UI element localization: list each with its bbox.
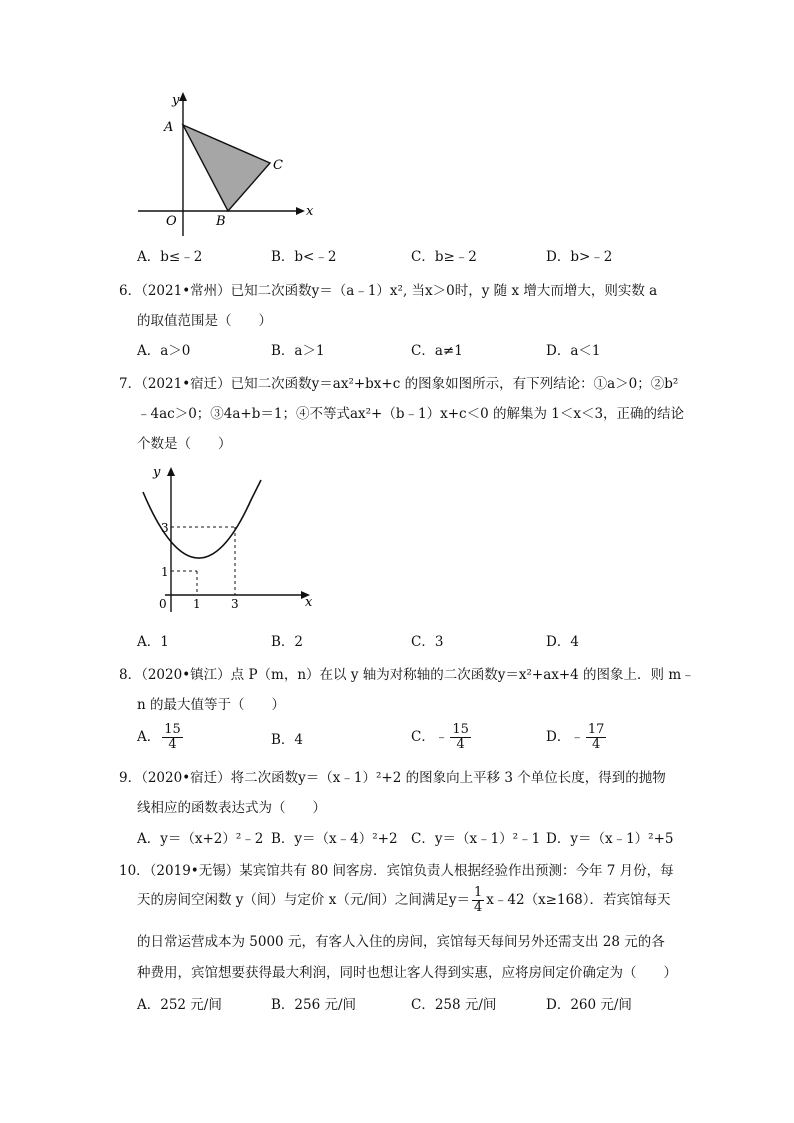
q7-option-a[interactable]: A．1 <box>137 634 169 650</box>
q8-option-b[interactable]: B．4 <box>271 732 304 748</box>
q8-option-d-prefix: D．﹣ <box>546 729 584 745</box>
y-axis-arrow <box>179 92 187 101</box>
x-axis-label: x <box>306 204 314 219</box>
q9-option-a[interactable]: A．y＝（x+2）²﹣2 <box>137 831 264 847</box>
x-axis-arrow <box>296 207 305 215</box>
q10-line2-text-before: 天的房间空闲数 y（间）与定价 x（元/间）之间满足y＝ <box>137 892 470 908</box>
y-axis-arrow <box>167 467 175 476</box>
fraction-numerator: 15 <box>452 722 469 737</box>
q7-option-c[interactable]: C．3 <box>411 634 444 650</box>
q8-option-a[interactable] <box>137 723 185 752</box>
q8-stem-line1: 8．（2020•镇江）点 P（m，n）在以 y 轴为对称轴的二次函数y＝x²+ax+4 的图象上．则 m﹣ <box>119 667 695 683</box>
q9-option-c[interactable]: C．y＝（x﹣1）²﹣1 <box>411 831 541 847</box>
q8-option-a-fraction <box>162 723 183 752</box>
q9-stem-line1: 9．（2020•宿迁）将二次函数y＝（x﹣1）²+2 的图象向上平移 3 个单位长度，得到的抛物 <box>119 770 666 786</box>
q6-option-b[interactable]: B．a＞1 <box>271 343 325 359</box>
tick-y3-label: 3 <box>161 521 169 535</box>
point-c-label: C <box>273 158 283 173</box>
q7-option-d[interactable]: D．4 <box>546 634 579 650</box>
q5-option-d[interactable]: D．b>﹣2 <box>546 249 613 265</box>
fraction-numerator: 17 <box>587 722 605 737</box>
q6-stem-line2: 的取值范围是（ ） <box>137 313 272 329</box>
y-axis-label: y <box>153 465 161 480</box>
q5-option-c[interactable]: C．b≥﹣2 <box>411 249 477 265</box>
q8-option-d-fraction <box>586 723 607 752</box>
point-a-label: A <box>164 120 174 135</box>
tick-x3-label: 3 <box>231 597 239 611</box>
q9-option-d[interactable]: D．y＝（x﹣1）²+5 <box>546 831 674 847</box>
triangle-figure <box>130 88 330 238</box>
x-axis-label: x <box>305 595 313 610</box>
q8-option-c[interactable] <box>411 723 473 752</box>
q7-stem-line2: ﹣4ac＞0；③4a+b＝1；④不等式ax²+（b﹣1）x+c＜0 的解集为 1＜x＜3，正确的结论 <box>137 406 685 422</box>
q10-option-b[interactable]: B．256 元/间 <box>271 997 357 1013</box>
fraction-denominator: 4 <box>168 737 177 752</box>
fraction-denominator: 4 <box>474 900 483 915</box>
q10-option-a[interactable]: A．252 元/间 <box>137 997 222 1013</box>
q9-option-b[interactable]: B．y＝（x﹣4）²+2 <box>271 831 398 847</box>
q8-option-c-prefix: C．﹣ <box>411 729 449 745</box>
q10-option-d[interactable]: D．260 元/间 <box>546 997 632 1013</box>
q7-stem-line1: 7．（2021•宿迁）已知二次函数y＝ax²+bx+c 的图象如图所示，有下列结论：①a＞0；②b² <box>119 376 679 392</box>
y-axis-label: y <box>172 93 180 108</box>
q5-option-b[interactable]: B．b<﹣2 <box>271 249 337 265</box>
q7-option-b[interactable]: B．2 <box>271 634 304 650</box>
origin-label: O <box>166 214 177 229</box>
q5-option-a[interactable]: A．b≤﹣2 <box>137 249 203 265</box>
fraction-numerator: 1 <box>474 885 483 900</box>
q8-option-a-prefix: A． <box>137 729 161 745</box>
tick-y1-label: 1 <box>161 565 169 579</box>
parabola-figure <box>135 462 325 617</box>
q8-option-c-fraction <box>450 723 471 752</box>
q9-stem-line2: 线相应的函数表达式为（ ） <box>137 800 326 816</box>
q10-stem-line1: 10．（2019•无锡）某宾馆共有 80 间客房．宾馆负责人根据经验作出预测：今年 7 月份，每 <box>119 863 674 879</box>
q6-option-d[interactable]: D．a＜1 <box>546 343 601 359</box>
shaded-triangle <box>183 125 270 211</box>
q10-option-c[interactable]: C．258 元/间 <box>411 997 497 1013</box>
q8-option-d[interactable] <box>546 723 608 752</box>
tick-x1-label: 1 <box>193 597 201 611</box>
parabola-curve <box>143 480 261 558</box>
q7-stem-line3: 个数是（ ） <box>137 436 232 452</box>
q10-stem-line4: 种费用，宾馆想要获得最大利润，同时也想让客人得到实惠，应将房间定价确定为（ ） <box>137 965 677 981</box>
q10-line2-text-after: x﹣42（x≥168）．若宾馆每天 <box>486 892 671 908</box>
q10-stem-line3: 的日常运营成本为 5000 元，有客人入住的房间，宾馆每天每间另外还需支出 28 元的各 <box>137 934 665 950</box>
fraction-denominator: 4 <box>456 737 465 752</box>
q8-stem-line2: n 的最大值等于（ ） <box>137 697 285 713</box>
point-b-label: B <box>216 214 226 229</box>
q10-fraction <box>472 886 484 915</box>
fraction-denominator: 4 <box>591 737 601 752</box>
fraction-numerator: 15 <box>164 722 181 737</box>
q6-option-c[interactable]: C．a≠1 <box>411 343 463 359</box>
origin-label: 0 <box>159 597 167 611</box>
q10-stem-line2 <box>137 886 671 915</box>
q6-option-a[interactable]: A．a＞0 <box>137 343 191 359</box>
q6-stem-line1: 6．（2021•常州）已知二次函数y＝（a﹣1）x², 当x＞0时，y 随 x 增大而增大，则实数 a <box>119 283 658 299</box>
